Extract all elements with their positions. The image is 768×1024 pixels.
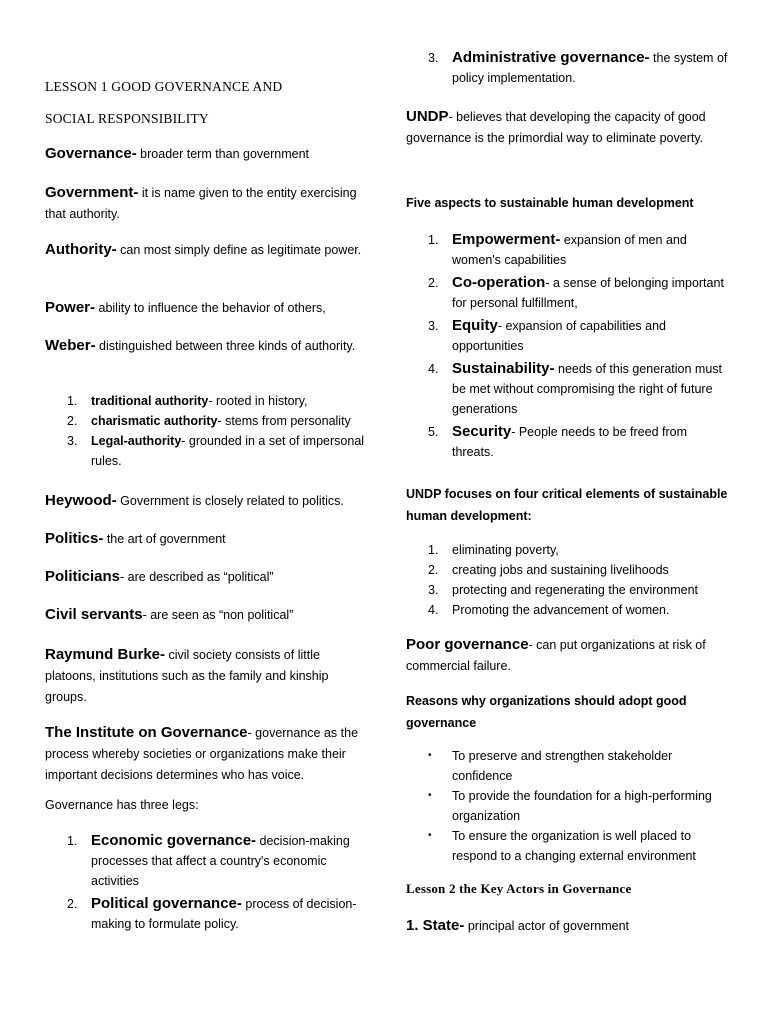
list-number: 5.: [428, 425, 439, 439]
lesson-title-line2: SOCIAL RESPONSIBILITY: [45, 111, 209, 126]
term: Security: [452, 423, 512, 440]
list-number: 2.: [67, 414, 78, 428]
definition: - expansion of capabilities and opportunities: [452, 319, 667, 353]
term: Authority-: [45, 241, 117, 258]
definition: the system of policy implementation.: [452, 51, 728, 85]
list-item: [45, 831, 365, 891]
list-number: 1.: [428, 543, 439, 557]
list-item: [45, 431, 365, 471]
list-item: [406, 826, 731, 866]
definition: ability to influence the behavior of others,: [95, 301, 326, 315]
list-item: [45, 894, 365, 934]
list-text: creating jobs and sustaining livelihoods: [452, 563, 669, 577]
list-number: 3.: [67, 434, 78, 448]
list-number: 3.: [428, 51, 439, 65]
definition: - governance as the process whereby societies or organizations make their important decisions determines who has voice.: [45, 726, 359, 782]
definition: process of decision-making to formulate policy.: [91, 897, 357, 931]
definition: broader term than government: [136, 147, 310, 161]
list-item: [406, 230, 731, 270]
definition: - People needs to be freed from threats.: [452, 425, 688, 459]
term: Heywood-: [45, 492, 117, 509]
definition: Government is closely related to politics.: [116, 494, 344, 508]
term: Politics-: [45, 530, 104, 547]
term: Poor governance: [406, 636, 529, 653]
def-politicians: [45, 566, 365, 588]
list-number: 2.: [428, 563, 439, 577]
list-item: [406, 600, 731, 620]
list-text: eliminating poverty,: [452, 543, 559, 557]
governance-legs-list: [45, 831, 365, 934]
term: Civil servants: [45, 606, 143, 623]
definition: - believes that developing the capacity of good governance is the primordial way to eliminate poverty.: [406, 110, 706, 145]
list-number: 4.: [428, 362, 439, 376]
list-number: 4.: [428, 603, 439, 617]
def-institute-on-governance: [45, 722, 365, 786]
list-text: Promoting the advancement of women.: [452, 603, 670, 617]
list-item: [45, 391, 365, 411]
list-number: 2.: [67, 897, 78, 911]
def-state: [406, 915, 731, 937]
governance-legs-continued-list: [406, 48, 731, 88]
term: Raymund Burke-: [45, 646, 166, 663]
list-item: [406, 560, 731, 580]
def-weber: [45, 335, 365, 357]
authority-types-list: [45, 391, 365, 471]
bullet-icon: •: [428, 830, 432, 841]
def-governance: [45, 143, 365, 165]
def-politics: [45, 528, 365, 550]
list-text: To provide the foundation for a high-performing organization: [452, 789, 712, 823]
term: Sustainability-: [452, 360, 555, 377]
term: The Institute on Governance: [45, 724, 248, 741]
def-government: [45, 182, 365, 225]
definition: - rooted in history,: [208, 394, 308, 408]
term: Politicians: [45, 568, 121, 585]
definition: - stems from personality: [217, 414, 351, 428]
term: Government-: [45, 184, 139, 201]
definition: - are seen as “non political”: [142, 608, 294, 622]
list-number: 2.: [428, 276, 439, 290]
elements-heading: UNDP focuses on four critical elements of sustainable human development:: [406, 487, 728, 523]
legs-heading: Governance has three legs:: [45, 798, 199, 812]
list-number: 1.: [428, 233, 439, 247]
list-text: protecting and regenerating the environment: [452, 583, 698, 597]
definition: principal actor of government: [464, 919, 630, 933]
term: Political governance-: [91, 895, 242, 912]
definition: - are described as “political”: [120, 570, 274, 584]
term: Empowerment-: [452, 231, 561, 248]
list-number: 1.: [67, 394, 78, 408]
list-text: To ensure the organization is well placed to respond to a changing external environment: [452, 829, 696, 863]
definition: distinguished between three kinds of authority.: [95, 339, 356, 353]
list-item: [406, 48, 731, 88]
list-number: 1.: [67, 834, 78, 848]
list-item: [406, 746, 731, 786]
list-item: [406, 422, 731, 462]
def-raymund-burke: [45, 644, 365, 708]
bullet-icon: •: [428, 750, 432, 761]
list-text: To preserve and strengthen stakeholder confidence: [452, 749, 673, 783]
term: Legal-authority: [91, 434, 182, 448]
def-poor-governance: [406, 634, 731, 677]
def-undp: [406, 106, 731, 149]
def-civil-servants: [45, 604, 365, 626]
def-authority: [45, 239, 365, 261]
lesson-title-line1: LESSON 1 GOOD GOVERNANCE AND: [45, 79, 283, 94]
definition: decision-making processes that affect a country's economic activities: [91, 834, 350, 888]
term: traditional authority: [91, 394, 209, 408]
term: Economic governance-: [91, 832, 257, 849]
list-number: 3.: [428, 319, 439, 333]
reasons-heading: Reasons why organizations should adopt good governance: [406, 694, 687, 730]
definition: - can put organizations at risk of commercial failure.: [406, 638, 706, 673]
list-item: [406, 273, 731, 313]
def-heywood: [45, 490, 365, 512]
definition: can most simply define as legitimate power.: [116, 243, 362, 257]
lesson2-title: Lesson 2 the Key Actors in Governance: [406, 881, 632, 896]
term: charismatic authority: [91, 414, 218, 428]
elements-list: [406, 540, 731, 620]
definition: - a sense of belonging important for personal fulfillment,: [452, 276, 724, 310]
list-item: [45, 411, 365, 431]
term: Power-: [45, 299, 96, 316]
list-item: [406, 316, 731, 356]
list-item: [406, 580, 731, 600]
definition: - grounded in a set of impersonal rules.: [91, 434, 365, 468]
reasons-list: [406, 746, 731, 866]
definition: civil society consists of little platoons, institutions such as the family and kinship groups.: [45, 648, 329, 704]
aspects-list: [406, 230, 731, 462]
term: Co-operation: [452, 274, 546, 291]
definition: it is name given to the entity exercising that authority.: [45, 186, 357, 221]
term: Equity: [452, 317, 498, 334]
definition: the art of government: [103, 532, 226, 546]
list-item: [406, 359, 731, 419]
term: Governance-: [45, 145, 137, 162]
list-number: 3.: [428, 583, 439, 597]
term: 1. State-: [406, 917, 465, 934]
term: Administrative governance-: [452, 49, 650, 66]
list-item: [406, 540, 731, 560]
term: Weber-: [45, 337, 96, 354]
definition: needs of this generation must be met without compromising the right of future generations: [452, 362, 722, 416]
list-item: [406, 786, 731, 826]
definition: expansion of men and women's capabilities: [452, 233, 687, 267]
bullet-icon: •: [428, 790, 432, 801]
def-power: [45, 297, 365, 319]
term: UNDP: [406, 108, 449, 125]
aspects-heading: Five aspects to sustainable human development: [406, 196, 694, 210]
